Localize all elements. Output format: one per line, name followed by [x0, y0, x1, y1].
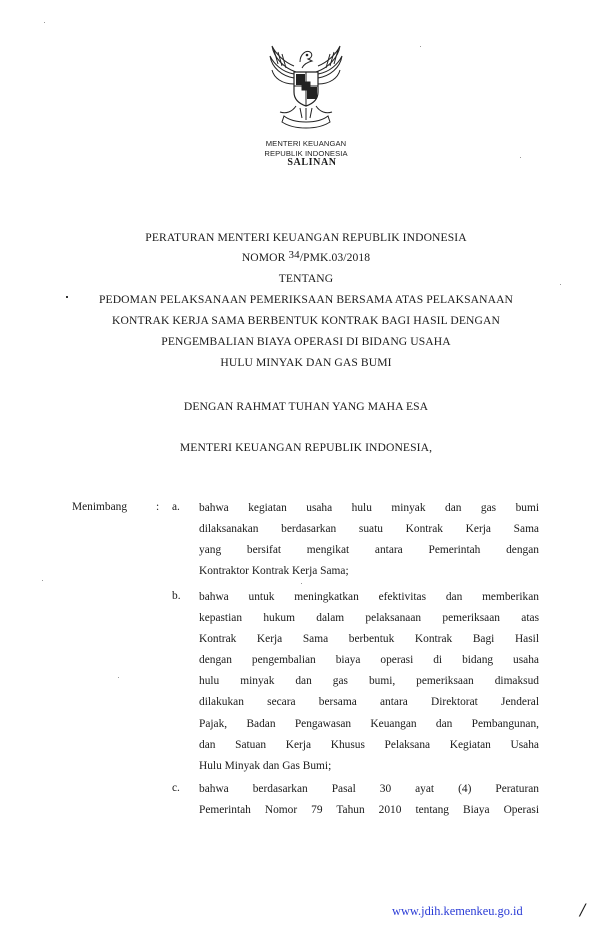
item-b-text	[199, 587, 539, 777]
text-line: dilakukan secara bersama antara Direktorat Jenderal	[199, 696, 539, 709]
text-line: Kontrak Kerja Sama berbentuk Kontrak Bagi Hasil	[199, 633, 539, 646]
menimbang-colon: :	[156, 501, 160, 513]
menimbang-label: Menimbang	[72, 501, 128, 513]
salinan-stamp: SALINAN	[287, 157, 337, 168]
nomor-number: 34	[288, 249, 300, 261]
text-line: dan Satuan Kerja Khusus Pelaksana Kegiatan Usaha	[199, 738, 539, 751]
initial-signature-mark: /	[580, 900, 586, 919]
jdih-website-link[interactable]: www.jdih.kemenkeu.go.id	[392, 904, 523, 918]
scan-speck	[520, 157, 521, 158]
text-line: dilaksanakan berdasarkan suatu Kontrak Kerja Sama	[199, 523, 539, 536]
scan-speck	[301, 583, 302, 584]
ministry-name: MENTERI KEUANGAN	[265, 139, 347, 148]
item-letter-c: c.	[172, 782, 180, 794]
text-line: kepastian hukum dalam pelaksanaan pemeriksaan atas	[199, 612, 539, 625]
item-a-text	[199, 498, 539, 582]
text-line: dengan pengembalian biaya operasi di bidang usaha	[199, 654, 539, 667]
item-letter-b: b.	[172, 590, 181, 602]
nomor-suffix: /PMK.03/2018	[299, 251, 371, 264]
text-line: yang bersifat mengikat antara Pemerintah dengan	[199, 544, 539, 557]
text-line: Pajak, Badan Pengawasan Keuangan dan Pembangunan,	[199, 717, 539, 730]
text-line: Hulu Minyak dan Gas Bumi;	[199, 759, 332, 772]
text-line: Pemerintah Nomor 79 Tahun 2010 tentang Biaya Operasi	[199, 804, 539, 817]
subject-line-4: HULU MINYAK DAN GAS BUMI	[220, 356, 392, 369]
text-line: Kontraktor Kontrak Kerja Sama;	[199, 565, 349, 578]
text-line: hulu minyak dan gas bumi, pemeriksaan dimaksud	[199, 675, 539, 688]
subject-line-3: PENGEMBALIAN BIAYA OPERASI DI BIDANG USAHA	[161, 335, 451, 348]
regulation-number	[0, 251, 612, 264]
scan-speck	[42, 580, 43, 581]
garuda-emblem-icon	[266, 42, 346, 134]
item-c-text	[199, 779, 539, 821]
scan-speck	[560, 284, 561, 285]
regulation-title: PERATURAN MENTERI KEUANGAN REPUBLIK INDONESIA	[145, 231, 467, 244]
scan-speck	[420, 46, 421, 47]
authority: MENTERI KEUANGAN REPUBLIK INDONESIA,	[179, 441, 433, 454]
text-line: bahwa kegiatan usaha hulu minyak dan gas bumi	[199, 502, 539, 514]
subject-line-1: PEDOMAN PELAKSANAAN PEMERIKSAAN BERSAMA ATAS PELAKSANAAN	[98, 293, 514, 306]
scan-speck	[44, 22, 45, 23]
republic-name: REPUBLIK INDONESIA	[264, 149, 348, 158]
text-line: bahwa berdasarkan Pasal 30 ayat (4) Peraturan	[199, 783, 539, 795]
tentang-label: TENTANG	[278, 272, 334, 285]
item-letter-a: a.	[172, 501, 180, 513]
nomor-prefix: NOMOR	[241, 251, 289, 264]
subject-line-2: KONTRAK KERJA SAMA BERBENTUK KONTRAK BAGI HASIL DENGAN	[112, 314, 500, 327]
invocation: DENGAN RAHMAT TUHAN YANG MAHA ESA	[183, 400, 429, 413]
text-line: bahwa untuk meningkatkan efektivitas dan memberikan	[199, 591, 539, 603]
scan-speck	[118, 677, 119, 678]
